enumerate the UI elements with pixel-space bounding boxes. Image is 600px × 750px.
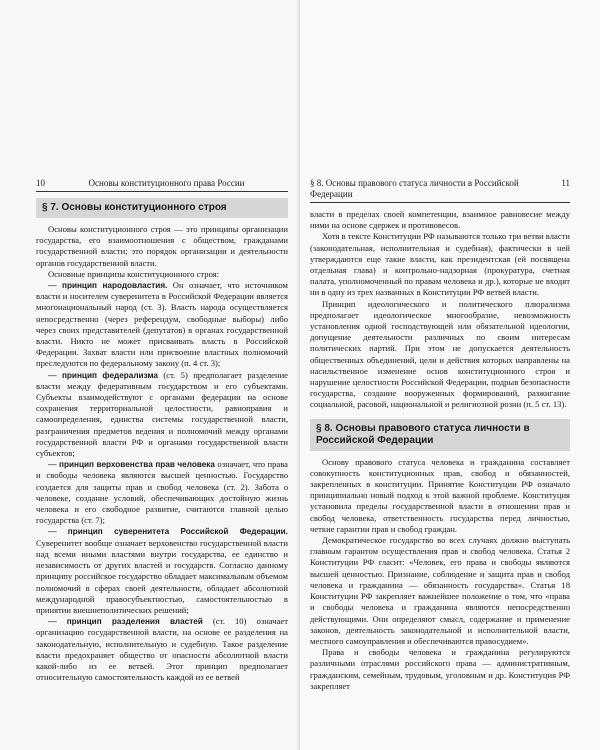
paragraph-pluralism: Принцип идеологического и политического плюрализма предполагает идеологическое многообразие, невозможность установления одной господствующей или обязательной идеологии, допущение деятельности различных по своим интересам политических партий. При этом не допускается деятельность общественных объединений, цели и действия которых направлены на насильственное изменение основ конституционного строя и нарушение целостности Российской Федерации, подрыв безопасности государства, создание вооруженных формирований, разжигание социальной, расовой, национальной и религиозной розни (п. 5 ст. 13). <box>310 298 570 410</box>
paragraph-intro: Основы конституционного строя — это принципы организации государства, его взаимоотношения с обществом, гражданами государственной власти; это порядок организации и деятельности органов государственной власти. <box>36 224 288 268</box>
principle-term: принцип народовластия. <box>62 281 168 291</box>
right-page-number: 11 <box>561 178 570 188</box>
paragraph-branches: Хотя в тексте Конституции РФ называются только три ветви власти (законодательная, исполнительная и судебная), фактически в ней утверждаются еще такие власти, как президентская (ей посвящена отдельная глава) и контрольно-надзорная (прокуратура, счетная палата, уполномоченный по правам человека и др.), которые не входят ни в одну из трех названных в Конституции РФ ветвей власти. <box>310 231 570 298</box>
left-running-title: Основы конституционного права России <box>88 178 245 188</box>
right-running-title: § 8. Основы правового статуса личности в Российской Федерации <box>310 178 519 199</box>
paragraph-list-intro: Основные принципы конституционного строя: <box>48 268 220 279</box>
principle-sovereignty: — принцип суверенитета Российской Федерации. Суверенитет вообще означает верховенство государственной власти над всеми иными властями внутри государства, ее единство и независимость от других властей и государств. Согласно данному принципу российское государство обладает максимальным объемом полномочий в сферах своей деятельности, обладает абсолютной международной правосубъектностью, самостоятельностью в принятии внешнеполитических решений; <box>36 526 288 615</box>
principle-term: принцип верховенства прав человека <box>59 460 215 470</box>
principle-human-rights: — принцип верховенства прав человека означает, что права и свободы человека являются высшей ценностью. Государство создается для защиты прав и свобод человека (ст. 2). Забота о человеке, создание условий, обеспечивающих достойную жизнь человека и его свободное развитие, считаются главной целью государства (ст. 7); <box>36 459 288 526</box>
right-running-header <box>310 178 570 203</box>
section-heading-7: § 7. Основы конституционного строя <box>36 198 288 218</box>
paragraph-legal-status: Основу правового статуса человека и гражданина составляет совокупность конституционных прав, свобод и обязанностей, закрепленных в конституции. Принятие Конституции РФ означало принципиально новый подход к этой важной проблеме. Конституция установила пределы государственной власти в отношении прав и свобод человека, ответственность государства перед личностью, четкие гарантии прав и свобод граждан. <box>310 456 570 534</box>
section-heading-8: § 8. Основы правового статуса личности в Российской Федерации <box>310 419 570 451</box>
paragraph-continuation: власти в пределах своей компетенции, взаимное равновесие между ними на основе сдержек и противовесов. <box>310 209 570 231</box>
paragraph-regulated: Права и свободы человека и гражданина регулируются различными отраслями российского права — административным, гражданским, семейным, трудовым, уголовным и др. Конституция РФ закрепляет <box>310 647 570 691</box>
principle-term: принцип суверенитета Российской Федерации. <box>67 527 288 537</box>
principle-people-power: — принцип народовластия. Он означает, что источником власти и носителем суверенитета в Российской Федерации является многонациональный народ (ст. 3). Власть народа осуществляется непосредственно (через референдум, свободные выборы) либо через своих представителей (депутатов) в органах государственной власти. Никто не может присваивать власть в Российской Федерации. Захват власти или присвоение властных полномочий преследуются по федеральному закону (п. 4 ст. 3); <box>36 280 288 369</box>
right-page <box>300 0 600 750</box>
principle-term: принцип федерализма <box>61 370 158 380</box>
paragraph-democratic-state: Демократическое государство во всех случаях должно выступать главным гарантом осуществления прав и свобод человека. Статья 2 Конституции РФ гласит: «Человек, его права и свободы являются высшей ценностью. Признание, соблюдение и защита прав и свобод человека и гражданина — обязанность государства». Статья 18 Конституции РФ закрепляет важнейшее положение о том, что «права и свободы человека и гражданина являются непосредственно действующими. Они определяют смысл, содержание и применение законов, деятельность законодательной и исполнительной власти, местного самоуправления и обеспечиваются правосудием». <box>310 535 570 646</box>
left-page-number: 10 <box>36 178 45 188</box>
left-running-header <box>36 178 288 192</box>
principle-federalism: — принцип федерализма (ст. 5) предполагает разделение власти между федеративным государством и его субъектами. Субъекты взаимодействуют с органами федерации на основе сохранения территориальной целостности, равноправия и самоопределения, единства системы государственной власти, разграничения предметов ведения и полномочий между органами государственной власти РФ и органами государственной власти субъектов; <box>36 369 288 459</box>
principle-term: принцип разделения властей <box>66 617 203 627</box>
principle-separation-of-powers: — принцип разделения властей (ст. 10) означает организацию государственной власти, на основе ее разделения на законодательную, исполнительную и судебную. Такое разделение власти предохраняет общество от опасности абсолютной власти какой-либо из ее ветвей. Этот принцип предполагает относительную самостоятельность каждой из ее ветвей <box>36 616 288 683</box>
